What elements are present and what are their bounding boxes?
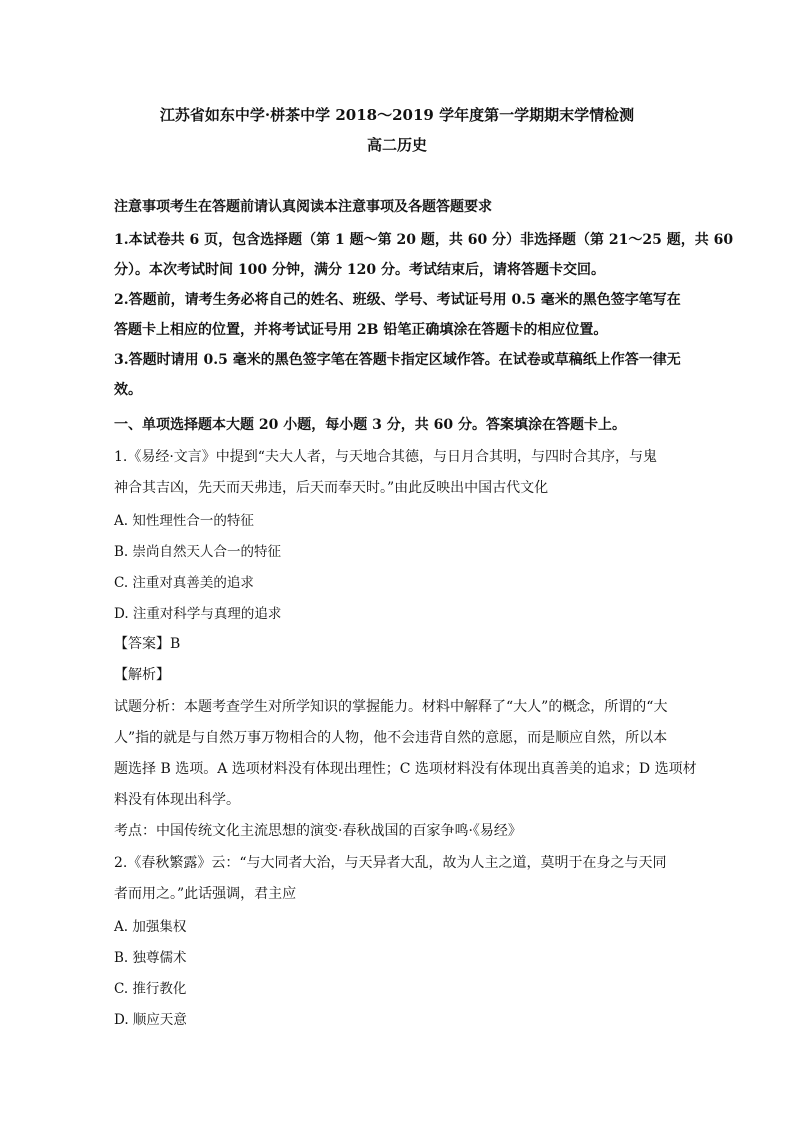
option-d: D. 顺应天意 bbox=[114, 1012, 187, 1028]
notice-line: 分）。本次考试时间 100 分钟，满分 120 分。考试结束后，请将答题卡交回。 bbox=[114, 262, 605, 278]
question-stem: 1.《易经·文言》中提到“夫大人者，与天地合其德，与日月合其明，与四时合其序，与鬼 bbox=[114, 449, 657, 465]
analysis-text: 题选择 B 选项。A 选项材料没有体现出理性；C 选项材料没有体现出真善美的追求；D 选项材 bbox=[114, 761, 697, 777]
answer-label: 【答案】B bbox=[114, 636, 181, 652]
kaodian-text: 考点：中国传统文化主流思想的演变·春秋战国的百家争鸣·《易经》 bbox=[114, 823, 522, 839]
option-a: A. 加强集权 bbox=[114, 919, 187, 935]
option-c: C. 注重对真善美的追求 bbox=[114, 575, 254, 591]
analysis-text: 试题分析：本题考查学生对所学知识的掌握能力。材料中解释了“大人”的概念，所谓的“大 bbox=[114, 699, 668, 715]
option-a: A. 知性理性合一的特征 bbox=[114, 513, 254, 529]
option-b: B. 崇尚自然天人合一的特征 bbox=[114, 544, 282, 560]
analysis-text: 料没有体现出科学。 bbox=[114, 792, 240, 808]
document-subtitle: 高二历史 bbox=[366, 136, 427, 154]
document-title: 江苏省如东中学·栟茶中学 2018～2019 学年度第一学期期末学情检测 bbox=[159, 106, 635, 124]
notice-line: 答题卡上相应的位置，并将考试证号用 2B 铅笔正确填涂在答题卡的相应位置。 bbox=[114, 322, 608, 338]
question-stem: 者而用之。”此话强调，君主应 bbox=[114, 886, 297, 902]
option-b: B. 独尊儒术 bbox=[114, 950, 187, 966]
option-d: D. 注重对科学与真理的追求 bbox=[114, 606, 282, 622]
analysis-label: 【解析】 bbox=[114, 667, 170, 683]
notice-line: 效。 bbox=[114, 382, 142, 398]
question-stem: 神合其吉凶，先天而天弗违，后天而奉天时。”由此反映出中国古代文化 bbox=[114, 480, 549, 496]
notice-heading: 注意事项考生在答题前请认真阅读本注意事项及各题答题要求 bbox=[114, 199, 492, 215]
question-stem: 2.《春秋繁露》云：“与大同者大治，与天异者大乱，故为人主之道，莫明于在身之与天同 bbox=[114, 855, 667, 871]
analysis-text: 人”指的就是与自然万事万物相合的人物，他不会违背自然的意愿，而是顺应自然，所以本 bbox=[114, 730, 668, 746]
notice-line: 2.答题前，请考生务必将自己的姓名、班级、学号、考试证号用 0.5 毫米的黑色签字笔写在 bbox=[114, 292, 681, 308]
notice-line: 1.本试卷共 6 页，包含选择题（第 1 题～第 20 题，共 60 分）非选择题（第 21～25 题，共 60 bbox=[114, 232, 734, 248]
option-c: C. 推行教化 bbox=[114, 981, 187, 997]
section-heading: 一、单项选择题本大题 20 小题，每小题 3 分，共 60 分。答案填涂在答题卡上。 bbox=[114, 417, 626, 433]
notice-line: 3.答题时请用 0.5 毫米的黑色签字笔在答题卡指定区域作答。在试卷或草稿纸上作答一律无 bbox=[114, 352, 681, 368]
